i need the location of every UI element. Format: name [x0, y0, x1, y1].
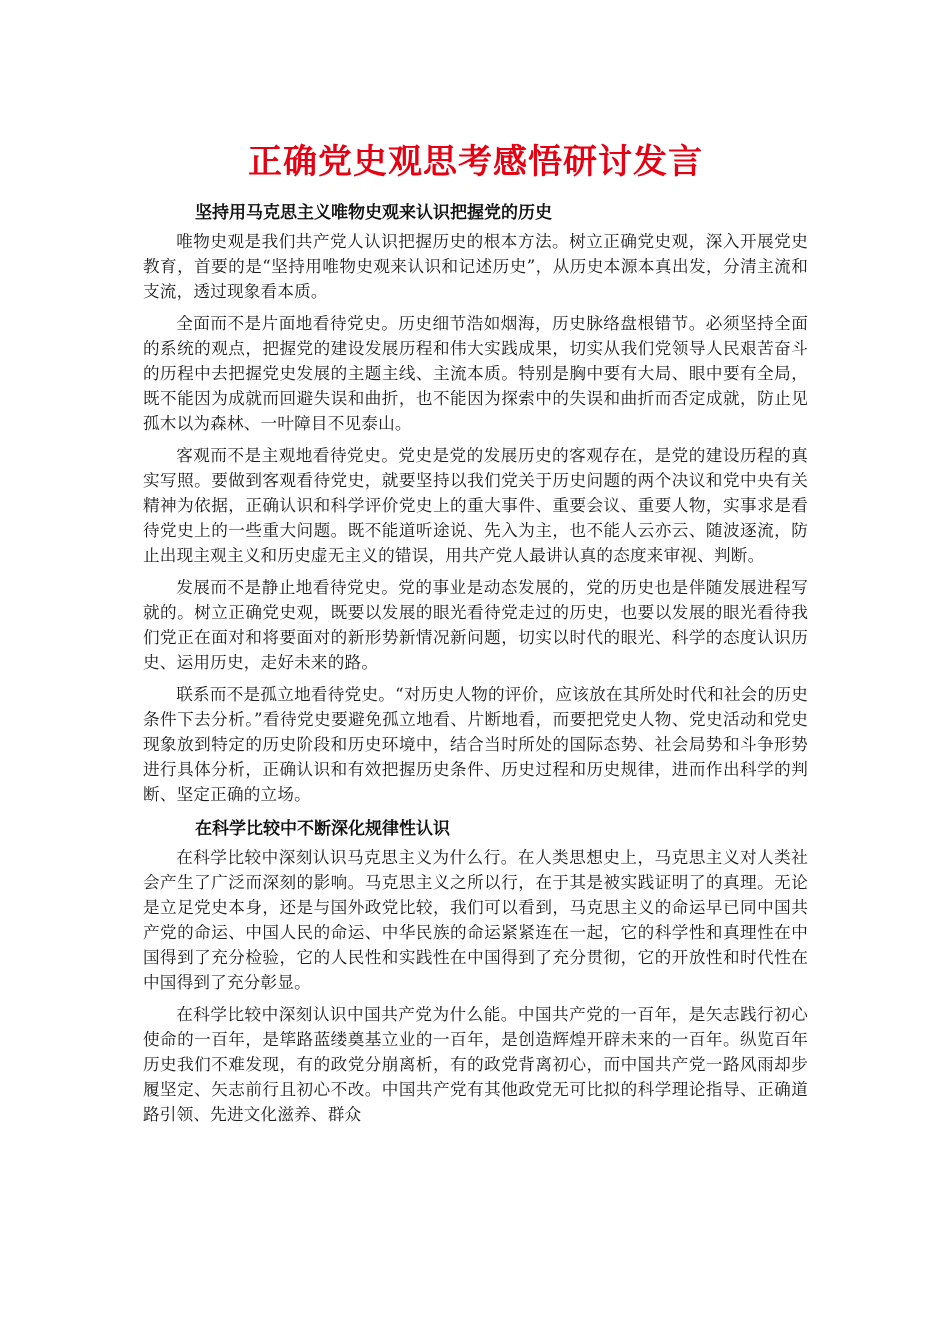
paragraph: 在科学比较中深刻认识马克思主义为什么行。在人类思想史上，马克思主义对人类社会产生了广泛而深刻的影响。马克思主义之所以行，在于其是被实践证明了的真理。无论是立足党史本身，还是与国外政党比较，我们可以看到，马克思主义的命运早已同中国共产党的命运、中国人民的命运、中华民族的命运紧紧连在一起，它的科学性和真理性在中国得到了充分检验，它的人民性和实践性在中国得到了充分贯彻，它的开放性和时代性在中国得到了充分彰显。	[143, 848, 808, 992]
paragraph: 客观而不是主观地看待党史。党史是党的发展历史的客观存在，是党的建设历程的真实写照。要做到客观看待党史，就要坚持以我们党关于历史问题的两个决议和党中央有关精神为依据，正确认识和科学评价党史上的重大事件、重要会议、重要人物，实事求是看待党史上的一些重大问题。既不能道听途说、先入为主，也不能人云亦云、随波逐流，防止出现主观主义和历史虚无主义的错误，用共产党人最讲认真的态度来审视、判断。	[143, 446, 808, 565]
paragraph: 全面而不是片面地看待党史。历史细节浩如烟海，历史脉络盘根错节。必须坚持全面的系统的观点，把握党的建设发展历程和伟大实践成果，切实从我们党领导人民艰苦奋斗的历程中去把握党史发展的主题主线、主流本质。特别是胸中要有大局、眼中要有全局，既不能因为成就而回避失误和曲折，也不能因为探索中的失误和曲折而否定成就，防止见孤木以为森林、一叶障目不见泰山。	[143, 314, 808, 433]
paragraph: 联系而不是孤立地看待党史。“对历史人物的评价，应该放在其所处时代和社会的历史条件下去分析。”看待党史要避免孤立地看、片断地看，而要把党史人物、党史活动和党史现象放到特定的历史阶段和历史环境中，结合当时所处的国际态势、社会局势和斗争形势进行具体分析，正确认识和有效把握历史条件、历史过程和历史规律，进而作出科学的判断、坚定正确的立场。	[143, 685, 808, 804]
document-page	[143, 130, 808, 1134]
section-heading-1: 坚持用马克思主义唯物史观来认识把握党的历史	[195, 203, 552, 223]
section-heading-2: 在科学比较中不断深化规律性认识	[195, 819, 450, 839]
paragraph: 发展而不是静止地看待党史。党的事业是动态发展的，党的历史也是伴随发展进程写就的。树立正确党史观，既要以发展的眼光看待党走过的历史，也要以发展的眼光看待我们党正在面对和将要面对的新形势新情况新问题，切实以时代的眼光、科学的态度认识历史、运用历史，走好未来的路。	[143, 578, 808, 672]
paragraph: 在科学比较中深刻认识中国共产党为什么能。中国共产党的一百年，是矢志践行初心使命的一百年，是筚路蓝缕奠基立业的一百年，是创造辉煌开辟未来的一百年。纵览百年历史我们不难发现，有的政党分崩离析，有的政党背离初心，而中国共产党一路风雨却步履坚定、矢志前行且初心不改。中国共产党有其他政党无可比拟的科学理论指导、正确道路引领、先进文化滋养、群众	[143, 1005, 808, 1124]
document-title: 正确党史观思考感悟研讨发言	[248, 142, 703, 182]
paragraph: 唯物史观是我们共产党人认识把握历史的根本方法。树立正确党史观，深入开展党史教育，首要的是“坚持用唯物史观来认识和记述历史”，从历史本源本真出发，分清主流和支流，透过现象看本质。	[143, 232, 808, 301]
